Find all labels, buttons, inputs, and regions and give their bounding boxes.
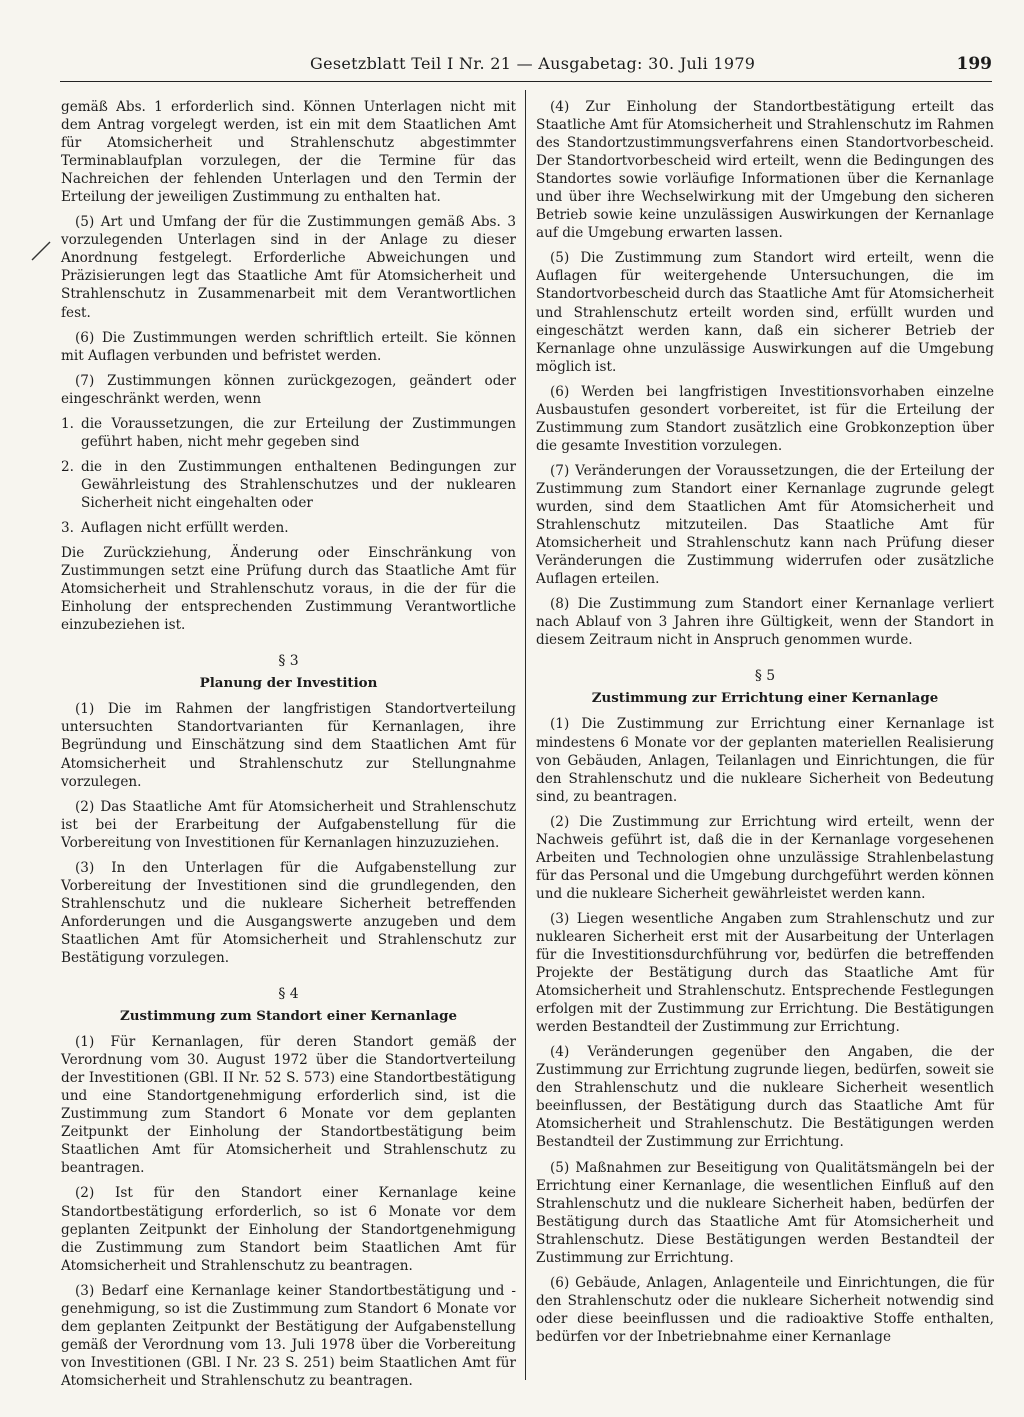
list-text: Auflagen nicht erfüllt werden. <box>81 519 289 536</box>
paragraph-6: (6) Die Zustimmungen werden schriftlich erteilt. Sie können mit Auflagen verbunden und befristet werden. <box>61 329 516 364</box>
s5-paragraph-4: (4) Veränderungen gegenüber den Angaben, die der Zustimmung zur Errichtung zugrunde liegen, bedürfen, soweit sie den Strahlenschutz und die nukleare Sicherheit wesentlich beeinflussen, der Bestätigung durch das Staatliche Amt für Atomsicherheit und Strahlenschutz. Die Bestätigungen werden Bestandteil der Zustimmung zur Errichtung. <box>536 1044 994 1151</box>
right-column <box>536 98 994 1353</box>
header-rule <box>60 81 992 82</box>
list-item <box>61 415 516 451</box>
s4-paragraph-2: (2) Ist für den Standort einer Kernanlage keine Standortbestätigung erforderlich, so ist 6 Monate vor dem geplanten Zeitpunkt der Einholung der Standortgenehmigung die Zustimmung zum Standort beim Staatlichen Amt für Atomsicherheit und Strahlenschutz zu beantragen. <box>61 1185 516 1274</box>
s4-paragraph-8: (8) Die Zustimmung zum Standort einer Kernanlage verliert nach Ablauf von 3 Jahren ihre Gültigkeit, wenn der Standort in diesem Zeitraum nicht in Anspruch genommen wurde. <box>536 596 994 649</box>
s4-paragraph-1: (1) Für Kernanlagen, für deren Standort gemäß der Verordnung vom 30. August 1972 über die Standortverteilung der Investitionen (GBl. II Nr. 52 S. 573) eine Standortbestätigung und eine Standortgenehmigung erforderlich sind, ist die Zustimmung zum Standort 6 Monate vor dem geplanten Zeitpunkt der Einholung der Standortbestätigung beim Staatlichen Amt für Atomsicherheit und Strahlenschutz zu beantragen. <box>61 1034 516 1177</box>
s5-paragraph-5: (5) Maßnahmen zur Beseitigung von Qualitätsmängeln bei der Errichtung einer Kernanlage, die wesentlichen Einfluß auf den Strahlenschutz und die nukleare Sicherheit haben, bedürfen der Bestätigung durch das Staatliche Amt für Atomsicherheit und Strahlenschutz. Diese Bestätigungen werden Bestandteil der Zustimmung zur Errichtung. <box>536 1159 994 1266</box>
section-4-title: Zustimmung zum Standort einer Kernanlage <box>119 1008 458 1025</box>
s3-paragraph-2: (2) Das Staatliche Amt für Atomsicherheit und Strahlenschutz ist bei der Erarbeitung der Aufgabenstellung für die Vorbereitung von Investitionen für Kernanlagen hinzuzuziehen. <box>61 798 516 851</box>
section-4-sign: § 4 <box>278 986 299 1003</box>
column-divider <box>525 90 526 1380</box>
list-item <box>61 519 516 537</box>
condition-list <box>61 415 516 537</box>
s4-paragraph-4: (4) Zur Einholung der Standortbestätigung erteilt das Staatliche Amt für Atomsicherheit und Strahlenschutz im Rahmen des Standortzustimmungsverfahrens einen Standortvorbescheid. Der Standortvorbescheid wird erteilt, wenn die Bedingungen des Standortes sowie vorläufige Informationen über die Kernanlage und über ihre Wechselwirkung mit der Umgebung den sicheren Betrieb sowie keine unzulässigen Auswirkungen der Kernanlage auf die Umgebung erwarten lassen. <box>536 99 994 242</box>
s4-paragraph-3: (3) Bedarf eine Kernanlage keiner Standortbestätigung und -genehmigung, so ist die Zustimmung zum Standort 6 Monate vor dem geplanten Zeitpunkt der Bestätigung der Aufgabenstellung gemäß der Verordnung vom 13. Juli 1978 über die Vorbereitung von Investitionen (GBl. I Nr. 23 S. 251) beim Staatlichen Amt für Atomsicherheit und Strahlenschutz zu beantragen. <box>61 1282 516 1389</box>
s5-paragraph-3: (3) Liegen wesentliche Angaben zum Strahlenschutz und zur nuklearen Sicherheit erst mit der Ausarbeitung der Unterlagen für die Investitionsdurchführung vor, bedürfen die betreffenden Projekte der Bestätigung durch das Staatliche Amt für Atomsicherheit und Strahlenschutz. Entsprechende Festlegungen erfolgen mit der Zustimmung zur Errichtung. Die Bestätigungen werden Bestandteil der Zustimmung zur Errichtung. <box>536 910 994 1036</box>
paragraph-continued: gemäß Abs. 1 erforderlich sind. Können Unterlagen nicht mit dem Antrag vorgelegt werden, ist ein mit dem Staatlichen Amt für Atomsicherheit und Strahlenschutz abgestimmter Terminablaufplan vorzulegen, der die Termine für das Nachreichen der fehlenden Unterlagen und den Termin der Erteilung der jeweiligen Zustimmung zu enthalten hat. <box>61 99 516 206</box>
s5-paragraph-2: (2) Die Zustimmung zur Errichtung wird erteilt, wenn der Nachweis geführt ist, daß die in der Kernanlage vorgesehenen Arbeiten und Technologien ohne unzulässige Strahlenbelastung für das Personal und die Umgebung durchgeführt werden können und die nukleare Sicherheit gewährleistet werden kann. <box>536 813 994 902</box>
list-item <box>61 458 516 512</box>
section-5-title: Zustimmung zur Errichtung einer Kernanlage <box>591 690 939 707</box>
list-number: 2. <box>61 458 74 475</box>
list-number: 1. <box>61 415 74 432</box>
section-3-sign: § 3 <box>278 653 299 670</box>
s5-paragraph-1: (1) Die Zustimmung zur Errichtung einer Kernanlage ist mindestens 6 Monate vor der geplanten materiellen Realisierung von Gebäuden, Anlagen, Teilanlagen und Einrichtungen, die für den Strahlenschutz und die nukleare Sicherheit von Bedeutung sind, zu beantragen. <box>536 716 994 805</box>
list-text: die Voraussetzungen, die zur Erteilung der Zustimmungen geführt haben, nicht mehr gegeben sind <box>81 415 516 450</box>
margin-pen-mark <box>30 240 52 262</box>
list-text: die in den Zustimmungen enthaltenen Bedingungen zur Gewährleistung des Strahlenschutzes und der nuklearen Sicherheit nicht eingehalten oder <box>81 458 516 511</box>
s4-paragraph-5: (5) Die Zustimmung zum Standort wird erteilt, wenn die Auflagen für weitergehende Untersuchungen, die im Standortvorbescheid durch das Staatliche Amt für Atomsicherheit und Strahlenschutz erteilt worden sind, erfüllt wurden und eingeschätzt werden kann, daß ein sicherer Betrieb der Kernanlage ohne unzulässige Auswirkungen auf die Umgebung möglich ist. <box>536 250 994 375</box>
section-3-title: Planung der Investition <box>199 675 378 692</box>
s4-paragraph-7: (7) Veränderungen der Voraussetzungen, die der Erteilung der Zustimmung zum Standort einer Kernanlage zugrunde gelegt wurden, sind dem Staatlichen Amt für Atomsicherheit und Strahlenschutz mitzuteilen. Das Staatliche Amt für Atomsicherheit und Strahlenschutz kann nach Prüfung dieser Veränderungen die Zustimmung widerrufen oder zusätzliche Auflagen erteilen. <box>536 462 994 588</box>
paragraph-7: (7) Zustimmungen können zurückgezogen, geändert oder eingeschränkt werden, wenn <box>61 372 516 407</box>
paragraph-after-list: Die Zurückziehung, Änderung oder Einschränkung von Zustimmungen setzt eine Prüfung durch das Staatliche Amt für Atomsicherheit und Strahlenschutz voraus, in die der für die Einholung der entsprechenden Zustimmung Verantwortliche einzubeziehen ist. <box>61 545 516 634</box>
paragraph-5: (5) Art und Umfang der für die Zustimmungen gemäß Abs. 3 vorzulegenden Unterlagen sind in der Anlage zu dieser Anordnung festgelegt. Erforderliche Abweichungen und Präzisierungen legt das Staatliche Amt für Atomsicherheit und Strahlenschutz in Zusammenarbeit mit dem Verantwortlichen fest. <box>61 214 516 321</box>
page-number: 199 <box>956 54 992 74</box>
s3-paragraph-3: (3) In den Unterlagen für die Aufgabenstellung zur Vorbereitung der Investitionen sind die grundlegenden, den Strahlenschutz und die nukleare Sicherheit betreffenden Anforderungen und die Ausgangswerte anzugeben und dem Staatlichen Amt für Atomsicherheit und Strahlenschutz zur Bestätigung vorzulegen. <box>61 859 516 966</box>
left-column <box>61 98 516 1397</box>
s3-paragraph-1: (1) Die im Rahmen der langfristigen Standortverteilung untersuchten Standortvarianten für Kernanlagen, ihre Begründung und Einschätzung sind dem Staatlichen Amt für Atomsicherheit und Strahlenschutz zur Stellungnahme vorzulegen. <box>61 701 516 790</box>
section-5-sign: § 5 <box>754 668 776 685</box>
header-title: Gesetzblatt Teil I Nr. 21 — Ausgabetag: 30. Juli 1979 <box>310 54 756 73</box>
page-header <box>60 52 992 80</box>
s4-paragraph-6: (6) Werden bei langfristigen Investitionsvorhaben einzelne Ausbaustufen gesondert vorbereitet, ist für die Erteilung der Zustimmung zum Standort zusätzlich eine Grobkonzeption über die gesamte Investition vorzulegen. <box>536 383 994 454</box>
list-number: 3. <box>61 519 74 536</box>
s5-paragraph-6: (6) Gebäude, Anlagen, Anlagenteile und Einrichtungen, die für den Strahlenschutz oder die nukleare Sicherheit notwendig sind oder diese beeinflussen und die radioaktive Stoffe enthalten, bedürfen vor der Inbetriebnahme einer Kernanlage <box>536 1274 994 1345</box>
